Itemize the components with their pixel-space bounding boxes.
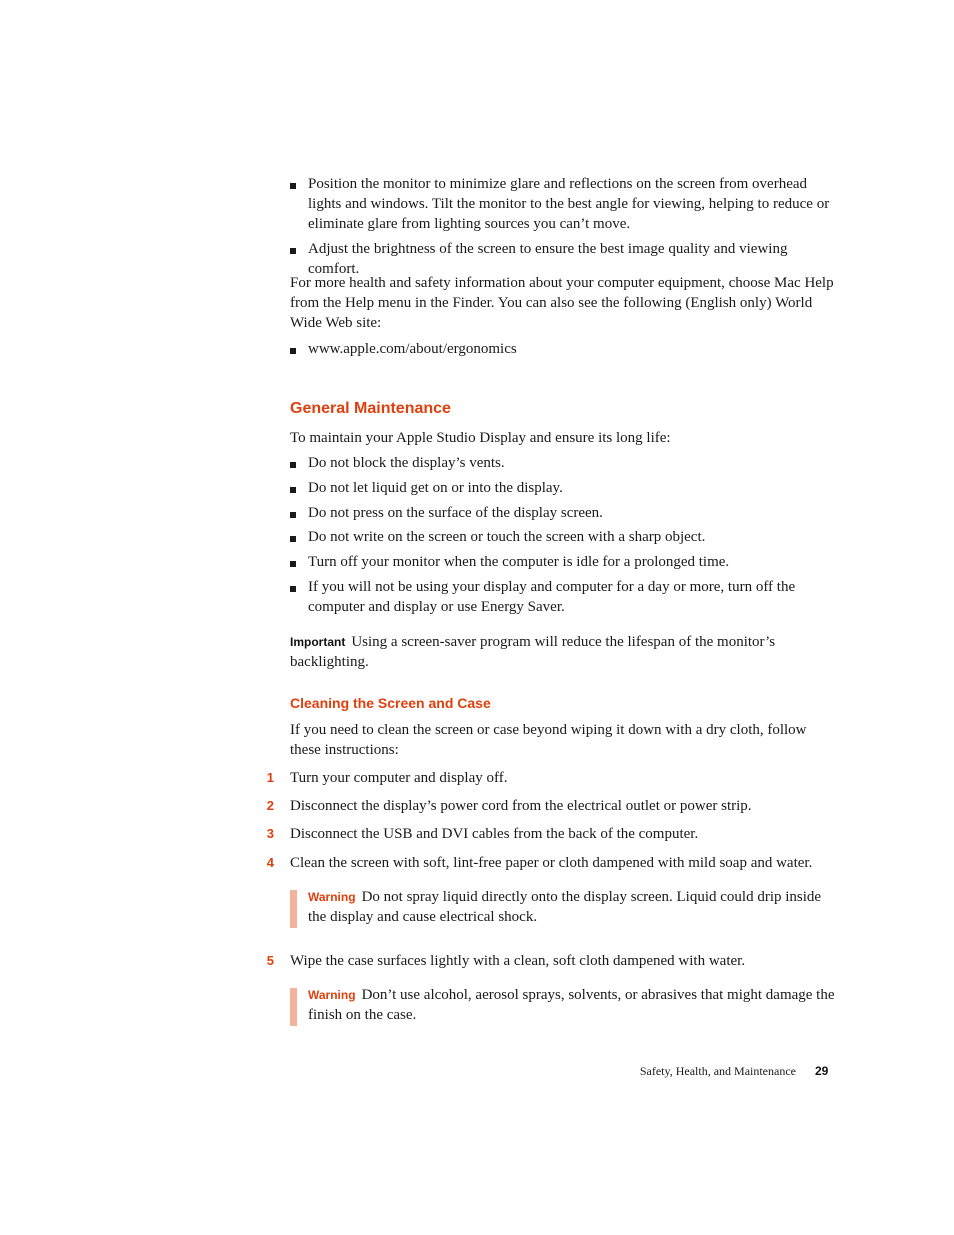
warning-text: Don’t use alcohol, aerosol sprays, solvents, or abrasives that might damage the finish on the case.	[308, 987, 835, 1023]
warning-label: Warning	[308, 988, 356, 1002]
bullet-marker	[290, 512, 296, 518]
bullet-marker	[290, 183, 296, 189]
step-text: Disconnect the USB and DVI cables from the back of the computer.	[290, 826, 699, 842]
subsection-heading: Cleaning the Screen and Case	[290, 695, 491, 711]
page-number: 29	[815, 1064, 829, 1078]
bullet-marker	[290, 561, 296, 567]
cleaning-intro: If you need to clean the screen or case beyond wiping it down with a dry cloth, follow these instructions:	[290, 722, 807, 758]
important-text: Using a screen-saver program will reduce the lifespan of the monitor’s backlighting.	[290, 634, 776, 670]
health-paragraph: For more health and safety information about your computer equipment, choose Mac Help from the Help menu in the Finder. You can also see the following (English only) World Wide Web site:	[290, 275, 834, 331]
step-text: Clean the screen with soft, lint-free paper or cloth dampened with mild soap and water.	[290, 855, 813, 871]
step-number: 1	[266, 770, 274, 785]
warning-text: Do not spray liquid directly onto the display screen. Liquid could drip inside the display and cause electrical shock.	[308, 889, 822, 925]
step-number: 2	[266, 798, 274, 813]
important-label: Important	[290, 635, 346, 649]
warning-bar	[290, 988, 297, 1026]
bullet-marker	[290, 536, 296, 542]
warning-bar	[290, 890, 297, 928]
step-text: Wipe the case surfaces lightly with a clean, soft cloth dampened with water.	[290, 953, 746, 969]
bullet-item: Do not write on the screen or touch the screen with a sharp object.	[308, 529, 706, 545]
warning-note	[308, 985, 836, 1025]
bullet-item: If you will not be using your display and computer for a day or more, turn off the computer and display or use Energy Saver.	[308, 579, 796, 615]
bullet-marker	[290, 248, 296, 254]
web-link[interactable]: www.apple.com/about/ergonomics	[308, 341, 517, 357]
warning-label: Warning	[308, 890, 356, 904]
bullet-marker	[290, 348, 296, 354]
bullet-item: Do not let liquid get on or into the display.	[308, 480, 563, 496]
step-text: Disconnect the display’s power cord from the electrical outlet or power strip.	[290, 798, 752, 814]
bullet-item: Adjust the brightness of the screen to ensure the best image quality and viewing comfort.	[308, 241, 788, 277]
bullet-marker	[290, 487, 296, 493]
bullet-item: Do not press on the surface of the display screen.	[308, 505, 603, 521]
step-text: Turn your computer and display off.	[290, 770, 508, 786]
step-number: 4	[266, 855, 274, 870]
bullet-marker	[290, 462, 296, 468]
bullet-marker	[290, 586, 296, 592]
step-number: 5	[266, 953, 274, 968]
bullet-item: Turn off your monitor when the computer is idle for a prolonged time.	[308, 554, 730, 570]
warning-note	[308, 887, 836, 927]
bullet-item: Do not block the display’s vents.	[308, 455, 505, 471]
important-note	[290, 632, 835, 672]
bullet-item: Position the monitor to minimize glare and reflections on the screen from overhead lights and windows. Tilt the monitor to the best angle for viewing, helping to reduce or eliminate glare from lighting sources you can’t move.	[308, 176, 830, 232]
step-number: 3	[266, 826, 274, 841]
section-heading: General Maintenance	[290, 400, 451, 417]
maintenance-intro: To maintain your Apple Studio Display and ensure its long life:	[290, 430, 671, 446]
footer-section-title: Safety, Health, and Maintenance	[639, 1064, 796, 1078]
